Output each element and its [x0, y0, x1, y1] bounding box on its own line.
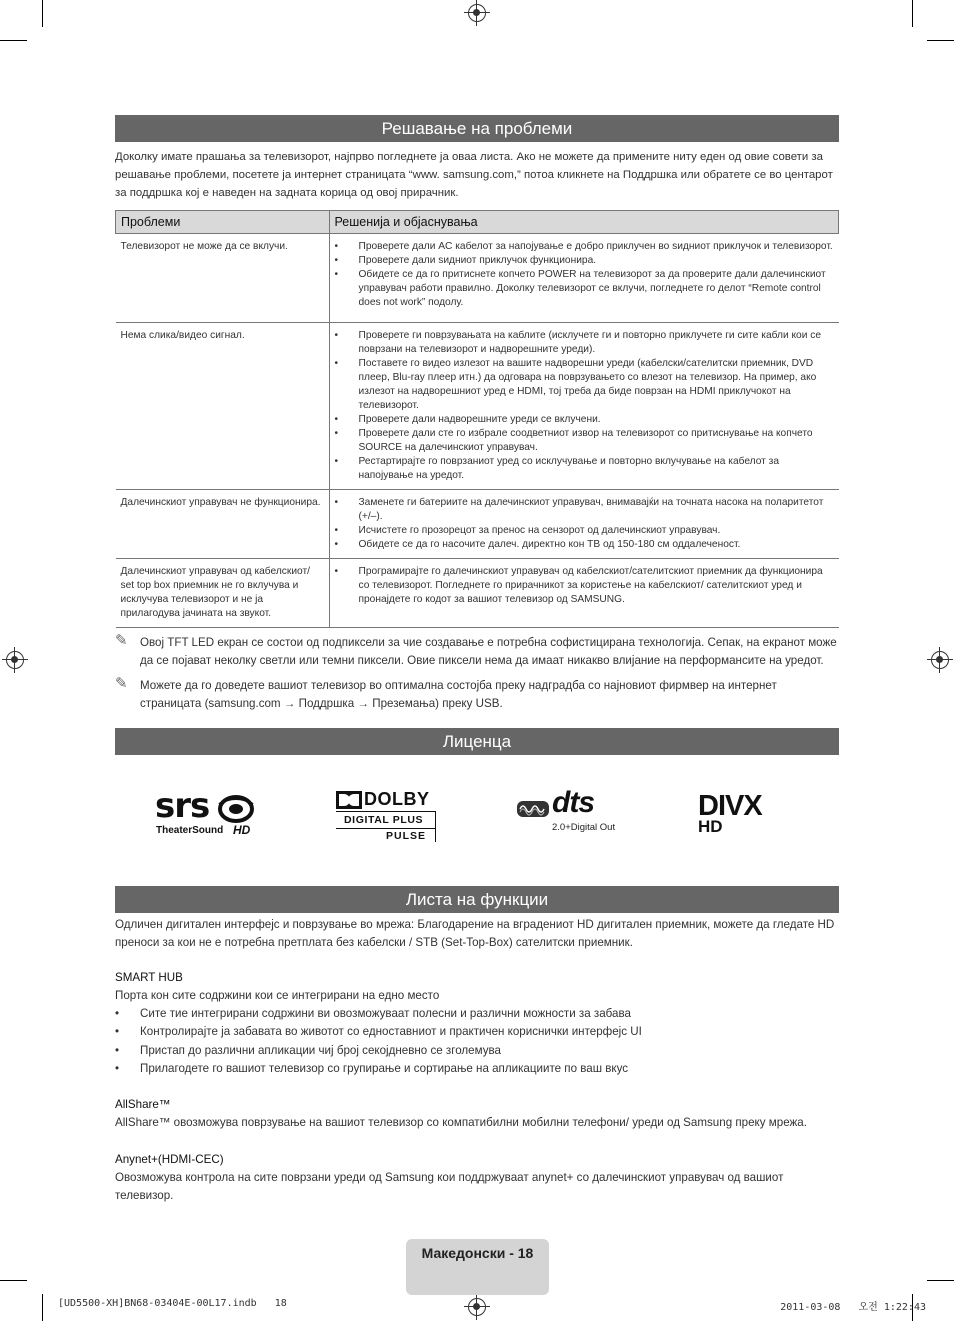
srs-theatersound-hd-logo: [155, 786, 265, 840]
solution-item: • Програмирајте го далечинскиот управувач од кабелскиот/сателитскиот приемник да функционира со телевизорот. Погледнете го прирачникот за користење на кабелскиот/ сателитскиот уред и пронајдете го кодот за вашиот телевизор од SAMSUNG.: [359, 565, 834, 607]
solutions-cell: [329, 490, 839, 559]
section-title-license: Лиценца: [115, 728, 839, 755]
registration-mark-icon: [468, 1298, 486, 1316]
solution-item: • Поставете го видео излезот на вашите надворешни уреди (кабелски/сателитски приемник, DVD плеер, Blu-ray плеер итн.) да одговара на поврзувањето со влезот на телевизор. На пример, ако излезот на надворешниот уред е HDMI, тој треба да биде поврзан на HDMI приклучокот на телевизорот.: [359, 357, 834, 413]
anynet-desc: Овозможува контрола на сите поврзани уреди од Samsung кои поддржуваат anynet+ со далечинскиот управувач од вашиот телевизор.: [115, 1171, 784, 1202]
crop-mark: [912, 0, 913, 27]
troubleshooting-table: [115, 210, 839, 628]
list-item: • Прилагодете го вашиот телевизор со групирање и сортирање на апликациите по ваш вкус: [115, 1060, 841, 1078]
srs-circle-icon: [217, 794, 255, 824]
crop-mark: [927, 1280, 954, 1281]
anynet-title: Anynet+(HDMI-CEC): [115, 1153, 224, 1166]
solution-item: • Обидете се да го притиснете копчето POWER на телевизорот за да проверите дали далечинскиот управувач работи правилно. Доколку телевизорот се вклучи, погледнете го делот “Remote control does not work” подолу.: [359, 268, 834, 310]
crop-mark: [42, 1294, 43, 1321]
section-title-features: Листа на функции: [115, 886, 839, 913]
problem-cell: Телевизорот не може да се вклучи.: [116, 234, 330, 323]
troubleshooting-intro: Доколку имате прашања за телевизорот, најпрво погледнете ја оваа листа. Ако не можете да примените ниту еден од овие совети за решавање проблеми, посетете ја интернет страницата “www. samsung.com,” потоа кликнете на Поддршка или обратете се во центарот за поддршка кој е наведен на задната корица од овој прирачник.: [115, 151, 833, 199]
solution-item: • Проверете дали ѕидниот приклучок функционира.: [359, 254, 834, 268]
features-intro: Одличен дигитален интерфејс и поврзување во мрежа: Благодарение на вградениот HD дигитален приемник, можете да гледате HD преноси за кои не е потребна претплата без кабелски / STB (Set-Top-Box) сателитски приемник.: [115, 918, 835, 949]
crop-mark: [42, 0, 43, 27]
solution-item: • Заменете ги батериите на далечинскиот управувач, внимавајќи на точната насока на поларитетот (+/–).: [359, 496, 834, 524]
crop-mark: [0, 1280, 27, 1281]
solutions-cell: [329, 323, 839, 490]
allshare-title: AllShare™: [115, 1098, 171, 1111]
divx-hd-text: HD: [698, 817, 723, 836]
note: [115, 634, 841, 670]
list-item: • Пристап до различни апликации чиј број секојдневно се зголемува: [115, 1042, 841, 1060]
dolby-pulse-text: PULSE: [386, 830, 427, 842]
problem-cell: Далечинскиот управувач не функционира.: [116, 490, 330, 559]
problem-cell: Нема слика/видео сигнал.: [116, 323, 330, 490]
allshare-desc: AllShare™ овозможува поврзување на вашиот телевизор со компатибилни мобилни телефони/ уреди од Samsung преку мрежа.: [115, 1116, 807, 1129]
dts-wave-icon: [516, 798, 550, 820]
crop-mark: [927, 40, 954, 41]
solution-item: • Проверете дали сте го избрале соодветниот извор на телевизорот со притиснување на копчето SOURCE на далечинскиот управувач.: [359, 427, 834, 455]
solution-item: • Рестартирајте го поврзаниот уред со исклучување и повторно вклучување на кабелот за напојување на уредот.: [359, 455, 834, 483]
page-number-label: Македонски - 18: [421, 1245, 534, 1261]
crop-mark: [0, 40, 27, 41]
table-row: [116, 559, 839, 628]
table-header-row: [116, 211, 839, 234]
smart-hub-list: [115, 1005, 841, 1078]
column-header-solutions: Решенија и објаснувања: [329, 211, 839, 234]
solution-item: • Обидете се да го насочите далеч. директно кон ТВ од 150-180 см оддалеченост.: [359, 538, 834, 552]
pencil-note-icon: ✎: [115, 632, 128, 649]
section-title-troubleshooting: Решавање на проблеми: [115, 115, 839, 142]
pencil-note-icon: ✎: [115, 675, 128, 692]
dts-digital-out-logo: [516, 786, 626, 835]
table-row: [116, 234, 839, 323]
footer-file-info: [UD5500-XH]BN68-03404E-00L17.indb 18: [58, 1298, 287, 1309]
dolby-digital-plus-pulse-logo: [336, 790, 438, 844]
solution-item: • Проверете дали AC кабелот за напојување е добро приклучен во ѕидниот приклучок и телевизорот.: [359, 240, 834, 254]
solution-item: • Проверете ги поврзувањата на каблите (исклучете ги и повторно приклучете ги сите кабли кои се поврзани на телевизорот и надворешните уреди).: [359, 329, 834, 357]
registration-mark-icon: [468, 4, 486, 22]
srs-hd-text: HD: [233, 823, 251, 837]
registration-mark-icon: [6, 651, 24, 669]
list-item: • Сите тие интегрирани содржини ви овозможуваат полесни и различни можности за забава: [115, 1005, 841, 1023]
smart-hub-title: SMART HUB: [115, 971, 183, 984]
divx-text: DIVX: [698, 790, 762, 822]
footer-timestamp: 2011-03-08 오전 1:22:43: [780, 1302, 926, 1313]
srs-sub-text: TheaterSound: [156, 825, 224, 836]
solutions-cell: [329, 559, 839, 628]
note: [115, 677, 841, 713]
srs-logo-text: srs: [155, 786, 210, 826]
dolby-digital-plus-text: DIGITAL PLUS: [344, 814, 424, 826]
note-text: Можете да го доведете вашиот телевизор во оптимална состојба преку надградба со најновиот фирмвер на интернет страницата (samsung.com → Поддршка → Преземања) преку USB.: [140, 679, 777, 710]
dolby-dd-icon: [336, 791, 362, 809]
dolby-text: DOLBY: [364, 789, 430, 809]
smart-hub-desc: Порта кон сите содржини кои се интегрирани на едно место: [115, 989, 440, 1002]
table-row: [116, 490, 839, 559]
registration-mark-icon: [931, 651, 949, 669]
problem-cell: Далечинскиот управувач од кабелскиот/ set top box приемник не го вклучува и исклучува телевизорот и не ја прилагодува јачината на звукот.: [116, 559, 330, 628]
list-item: • Контролирајте ја забавата во животот со едноставниот и практичен кориснички интерфејс UI: [115, 1023, 841, 1041]
solution-item: • Проверете дали надворешните уреди се вклучени.: [359, 413, 834, 427]
column-header-problems: Проблеми: [116, 211, 330, 234]
solutions-cell: [329, 234, 839, 323]
divx-hd-logo: [698, 790, 798, 838]
note-text: Овој TFT LED екран се состои од подпиксели за чие создавање е потребна софистицирана технологија. Сепак, на екранот може да се појават неколку светли или темни пиксели. Овие пиксели нема да имаат никакво влијание на перформансите на уредот.: [140, 636, 837, 667]
table-row: [116, 323, 839, 490]
dts-text: dts: [552, 786, 594, 819]
dts-sub-text: 2.0+Digital Out: [552, 822, 616, 833]
solution-item: • Исчистете го прозорецот за пренос на сензорот од далечинскиот управувач.: [359, 524, 834, 538]
